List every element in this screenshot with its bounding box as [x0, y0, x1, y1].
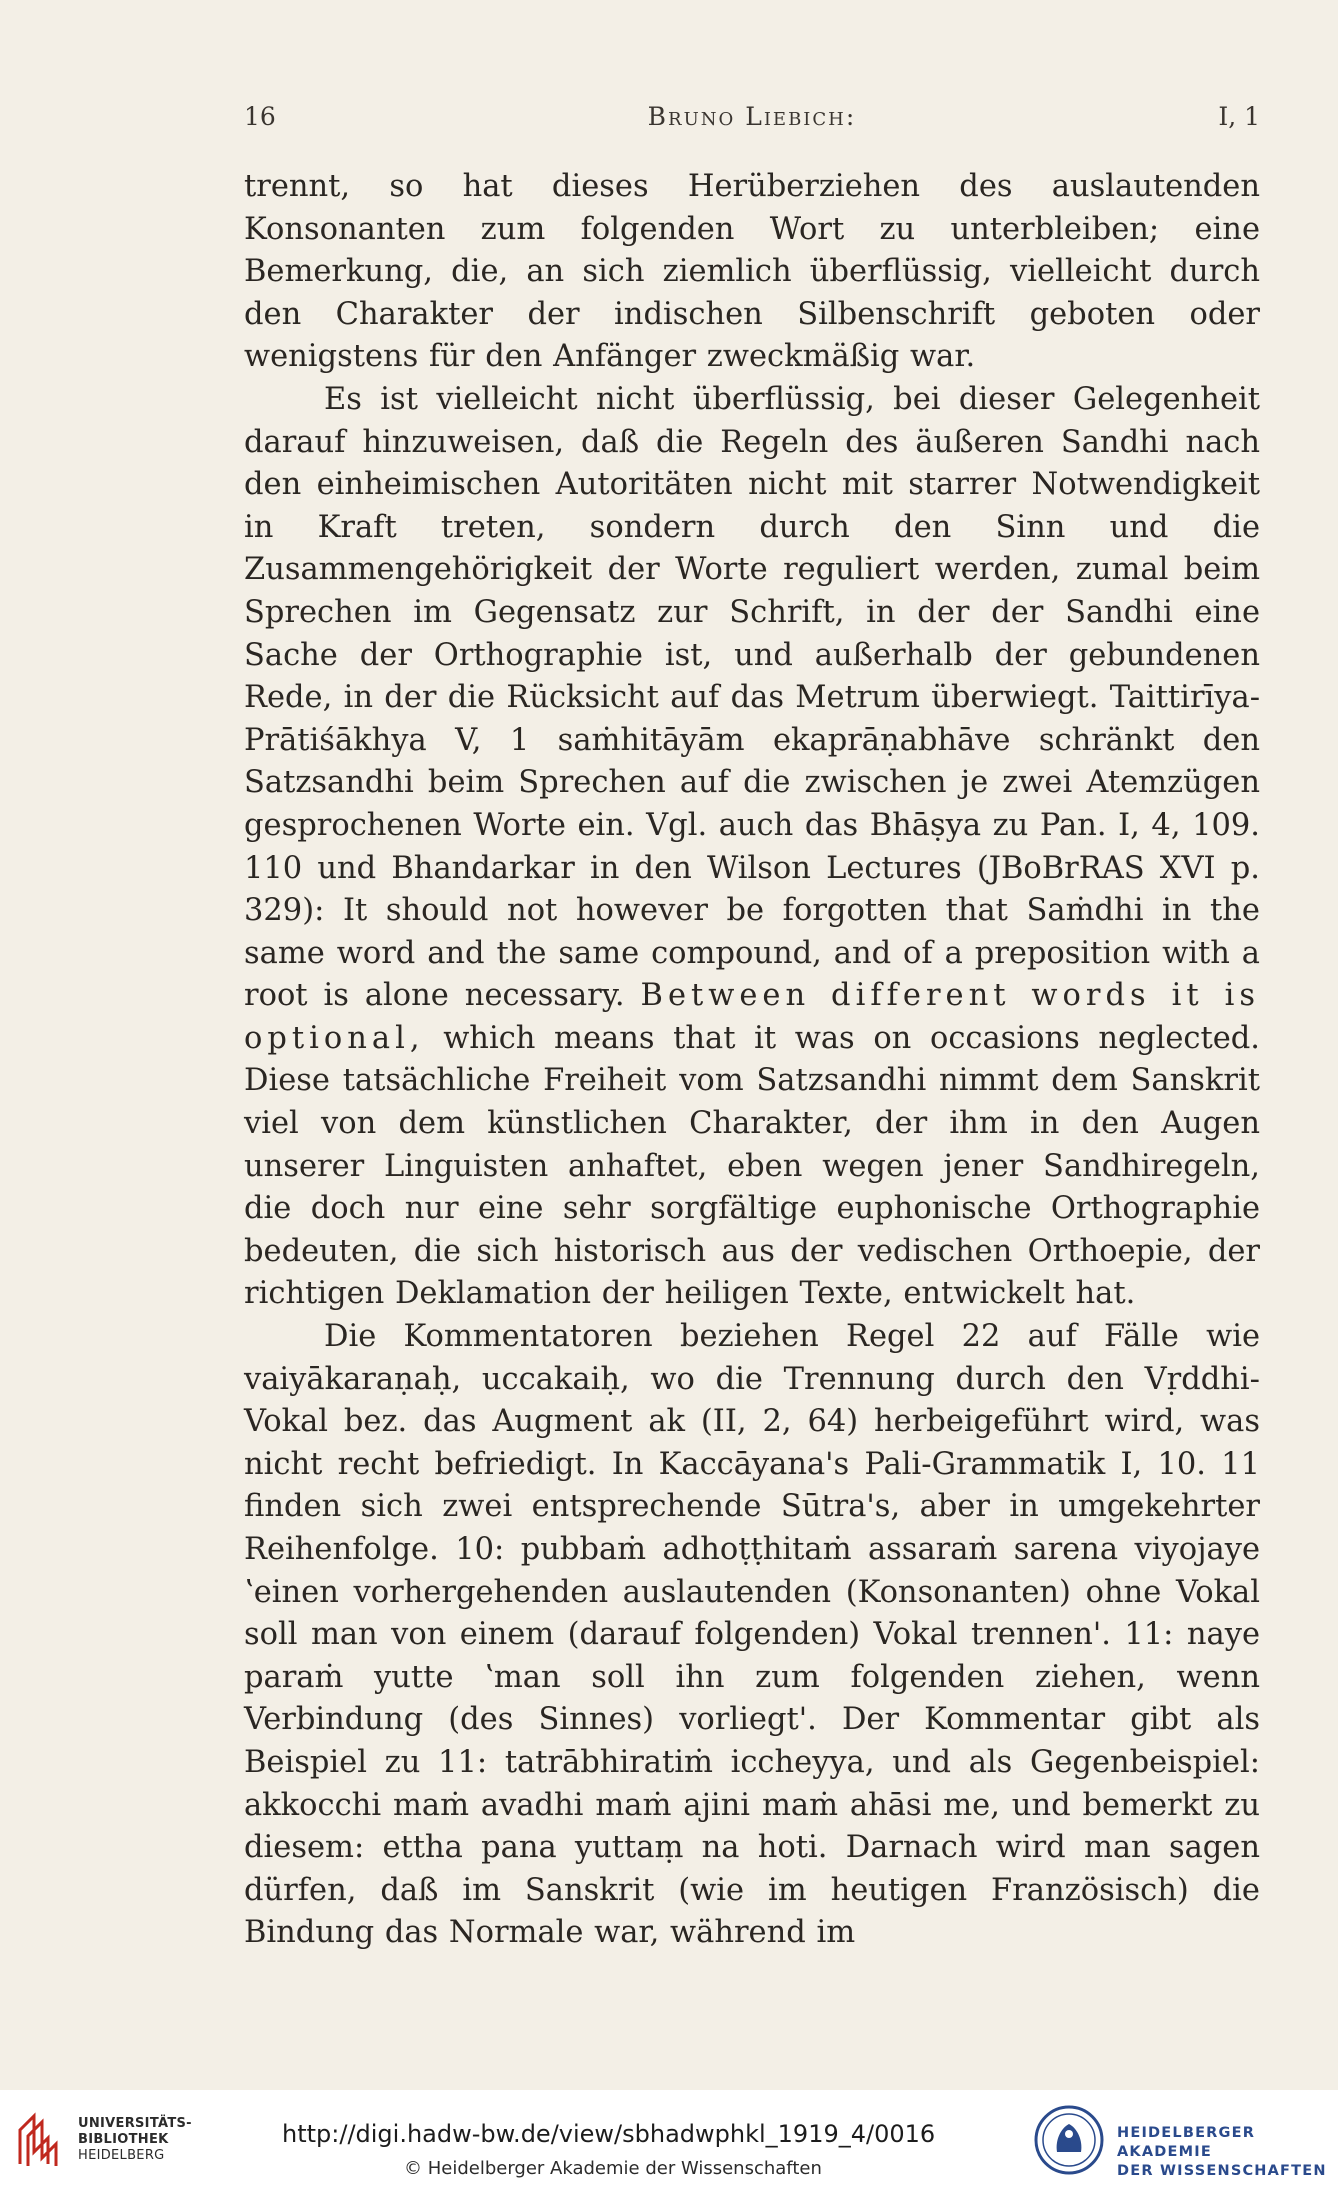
library-name-line1: UNIVERSITÄTS-	[78, 2116, 192, 2131]
running-title: Bruno Liebich:	[647, 102, 857, 131]
academy-name	[1117, 2124, 1338, 2181]
permalink-url[interactable]: http://digi.hadw-bw.de/view/sbhadwphkl_1919_4/0016	[282, 2120, 936, 2148]
library-city: HEIDELBERG	[78, 2148, 165, 2163]
library-name	[78, 2116, 192, 2164]
library-logo-icon	[14, 2108, 64, 2170]
footer-bar	[0, 2090, 1338, 2190]
academy-name-line1: HEIDELBERGER AKADEMIE	[1117, 2125, 1256, 2160]
paragraph-3: Die Kommentatoren beziehen Regel 22 auf Fälle wie vaiyākaraṇaḥ, uccakaiḥ, wo die Trennung durch den Vṛddhi-Vokal bez. das Augment ak (II, 2, 64) herbeigeführt wird, was nicht recht befriedigt. In Kaccāyana's Pali-Grammatik I, 10. 11 finden sich zwei entsprechende Sūtra's, aber in umgekehrter Reihenfolge. 10: pubbaṁ adhoṭṭhitaṁ assaraṁ sarena viyojaye ʽeinen vorhergehenden auslautenden (Konsonanten) ohne Vokal soll man von einem (darauf folgenden) Vokal trennen'. 11: naye paraṁ yutte ʽman soll ihn zum folgenden ziehen, wenn Verbindung (des Sinnes) vorliegt'. Der Kommentar gibt als Beispiel zu 11: tatrābhiratiṁ iccheyya, und als Gegenbeispiel: akkocchi maṁ avadhi maṁ ajini maṁ ahāsi me, und bemerkt zu diesem: ettha pana yuttaṃ na hoti. Darnach wird man sagen dürfen, daß im Sanskrit (wie im heutigen Französisch) die Bindung das Normale war, während im	[244, 1319, 1260, 1951]
library-name-line2: BIBLIOTHEK	[78, 2132, 169, 2147]
page-header	[244, 102, 1260, 142]
paragraph-2-text: Es ist vielleicht nicht überflüssig, bei dieser Gelegenheit darauf hinzuweisen, daß die Regeln des äußeren Sandhi nach den einheimischen Autoritäten nicht mit starrer Notwendigkeit in Kraft treten, sondern durch den Sinn und die Zusammengehörigkeit der Worte reguliert werden, zumal beim Sprechen im Gegensatz zur Schrift, in der der Sandhi eine Sache der Orthographie ist, und außerhalb der gebundenen Rede, in der die Rücksicht auf das Metrum überwiegt. Taittirīya-Prātiśākhya V, 1 saṁhitāyām ekaprāṇabhāve schränkt den Satzsandhi beim Sprechen auf die zwischen je zwei Atemzügen gesprochenen Worte ein. Vgl. auch das Bhāṣya zu Pan. I, 4, 109. 110 und Bhandarkar in den Wilson Lectures (JBoBrRAS XVI p. 329): It should not however be forgotten that Saṁdhi in the same word and the same compound, and of a preposition with a root is alone necessary.	[244, 381, 1260, 1014]
academy-seal-icon	[1033, 2104, 1105, 2176]
page-number: 16	[244, 102, 276, 131]
copyright-notice: © Heidelberger Akademie der Wissenschaften	[404, 2158, 822, 2179]
paragraph-2	[244, 379, 1260, 1316]
spaced-emphasis: Between different words it is optional,	[244, 978, 1260, 1056]
section-reference: I, 1	[1218, 102, 1260, 131]
academy-name-line2: DER WISSENSCHAFTEN	[1117, 2163, 1327, 2179]
paragraph-2-continuation: which means that it was on occasions neglected. Diese tatsächliche Freiheit vom Satzsandhi nimmt dem Sanskrit viel von dem künstlichen Charakter, der ihm in den Augen unserer Linguisten anhaftet, eben wegen jener Sandhiregeln, die doch nur eine sehr sorgfältige euphonische Orthographie bedeuten, die sich historisch aus der vedischen Orthoepie, der richtigen Deklamation der heiligen Texte, entwickelt hat.	[244, 1020, 1260, 1312]
body-text	[244, 166, 1260, 1955]
paragraph-1: trennt, so hat dieses Herüberziehen des auslautenden Konsonanten zum folgenden Wort zu unterbleiben; eine Bemerkung, die, an sich ziemlich überflüssig, vielleicht durch den Charakter der indischen Silbenschrift geboten oder wenigstens für den Anfänger zweckmäßig war.	[244, 169, 1260, 375]
